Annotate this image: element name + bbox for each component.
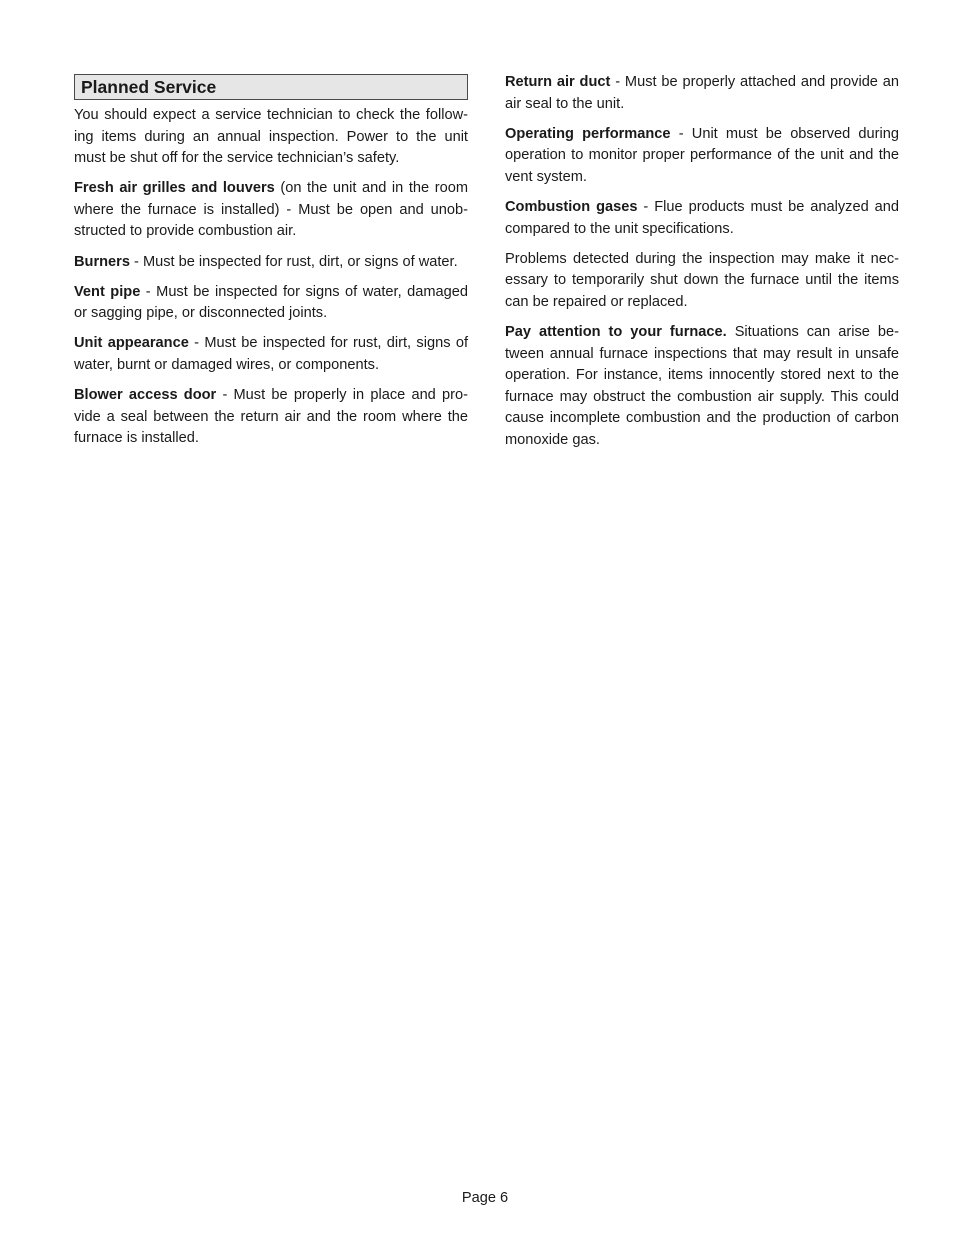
item-fresh-air-grilles xyxy=(74,178,468,243)
attention-text: Situations can arise between annual furnace inspections that may result in unsafe operation. For instance, items innocently stored next to the furnace may obstruct the combustion air supply. This could cause incomplete combustion and the production of carbon monoxide gas. xyxy=(505,323,900,448)
item-term: Fresh air grilles and louvers xyxy=(74,180,275,197)
item-blower-access-door xyxy=(74,385,468,450)
item-text: - Flue products must be analyzed and compared to the unit specifications. xyxy=(505,198,900,237)
item-term: Burners xyxy=(74,253,130,270)
left-column xyxy=(74,74,468,458)
intro-paragraph: You should expect a service technician to check the following items during an annual inspection. Power to the unit must be shut off for the service technician’s safety. xyxy=(74,107,468,167)
item-text: - Must be inspected for rust, dirt, signs of water, burnt or damaged wires, or components. xyxy=(74,335,468,373)
item-vent-pipe xyxy=(74,282,468,325)
section-title: Planned Service xyxy=(74,74,468,100)
item-return-air-duct xyxy=(505,72,899,115)
item-operating-performance xyxy=(505,124,899,189)
item-text: - Must be properly in place and provide a seal between the return air and the room where the furnace is installed. xyxy=(74,387,468,447)
page-number: Page 6 xyxy=(461,1190,509,1206)
right-column xyxy=(505,72,899,460)
attention-paragraph xyxy=(505,322,899,452)
item-text: - Unit must be observed during operation to monitor proper performance of the unit and the vent system. xyxy=(505,125,899,185)
attention-term: Pay attention to your furnace. xyxy=(505,323,727,340)
item-combustion-gases xyxy=(505,197,899,240)
item-term: Vent pipe xyxy=(74,283,141,300)
item-term: Return air duct xyxy=(505,74,611,90)
item-term: Operating performance xyxy=(505,125,671,142)
item-text: - Must be properly attached and provide an air seal to the unit. xyxy=(505,74,899,112)
item-burners xyxy=(74,252,468,274)
item-unit-appearance xyxy=(74,333,468,376)
item-text: - Must be inspected for rust, dirt, or signs of water. xyxy=(129,253,458,270)
item-text: - Must be inspected for signs of water, damaged or sagging pipe, or disconnected joints. xyxy=(74,283,468,322)
item-term: Combustion gases xyxy=(505,198,638,215)
item-term: Unit appearance xyxy=(74,335,189,352)
problems-paragraph: Problems detected during the inspection may make it necessary to temporarily shut down the furnace until the items can be repaired or replaced. xyxy=(505,250,899,310)
item-term: Blower access door xyxy=(74,387,217,404)
item-text: (on the unit and in the room where the furnace is installed) - Must be open and unobstructed to provide combustion air. xyxy=(74,180,468,240)
